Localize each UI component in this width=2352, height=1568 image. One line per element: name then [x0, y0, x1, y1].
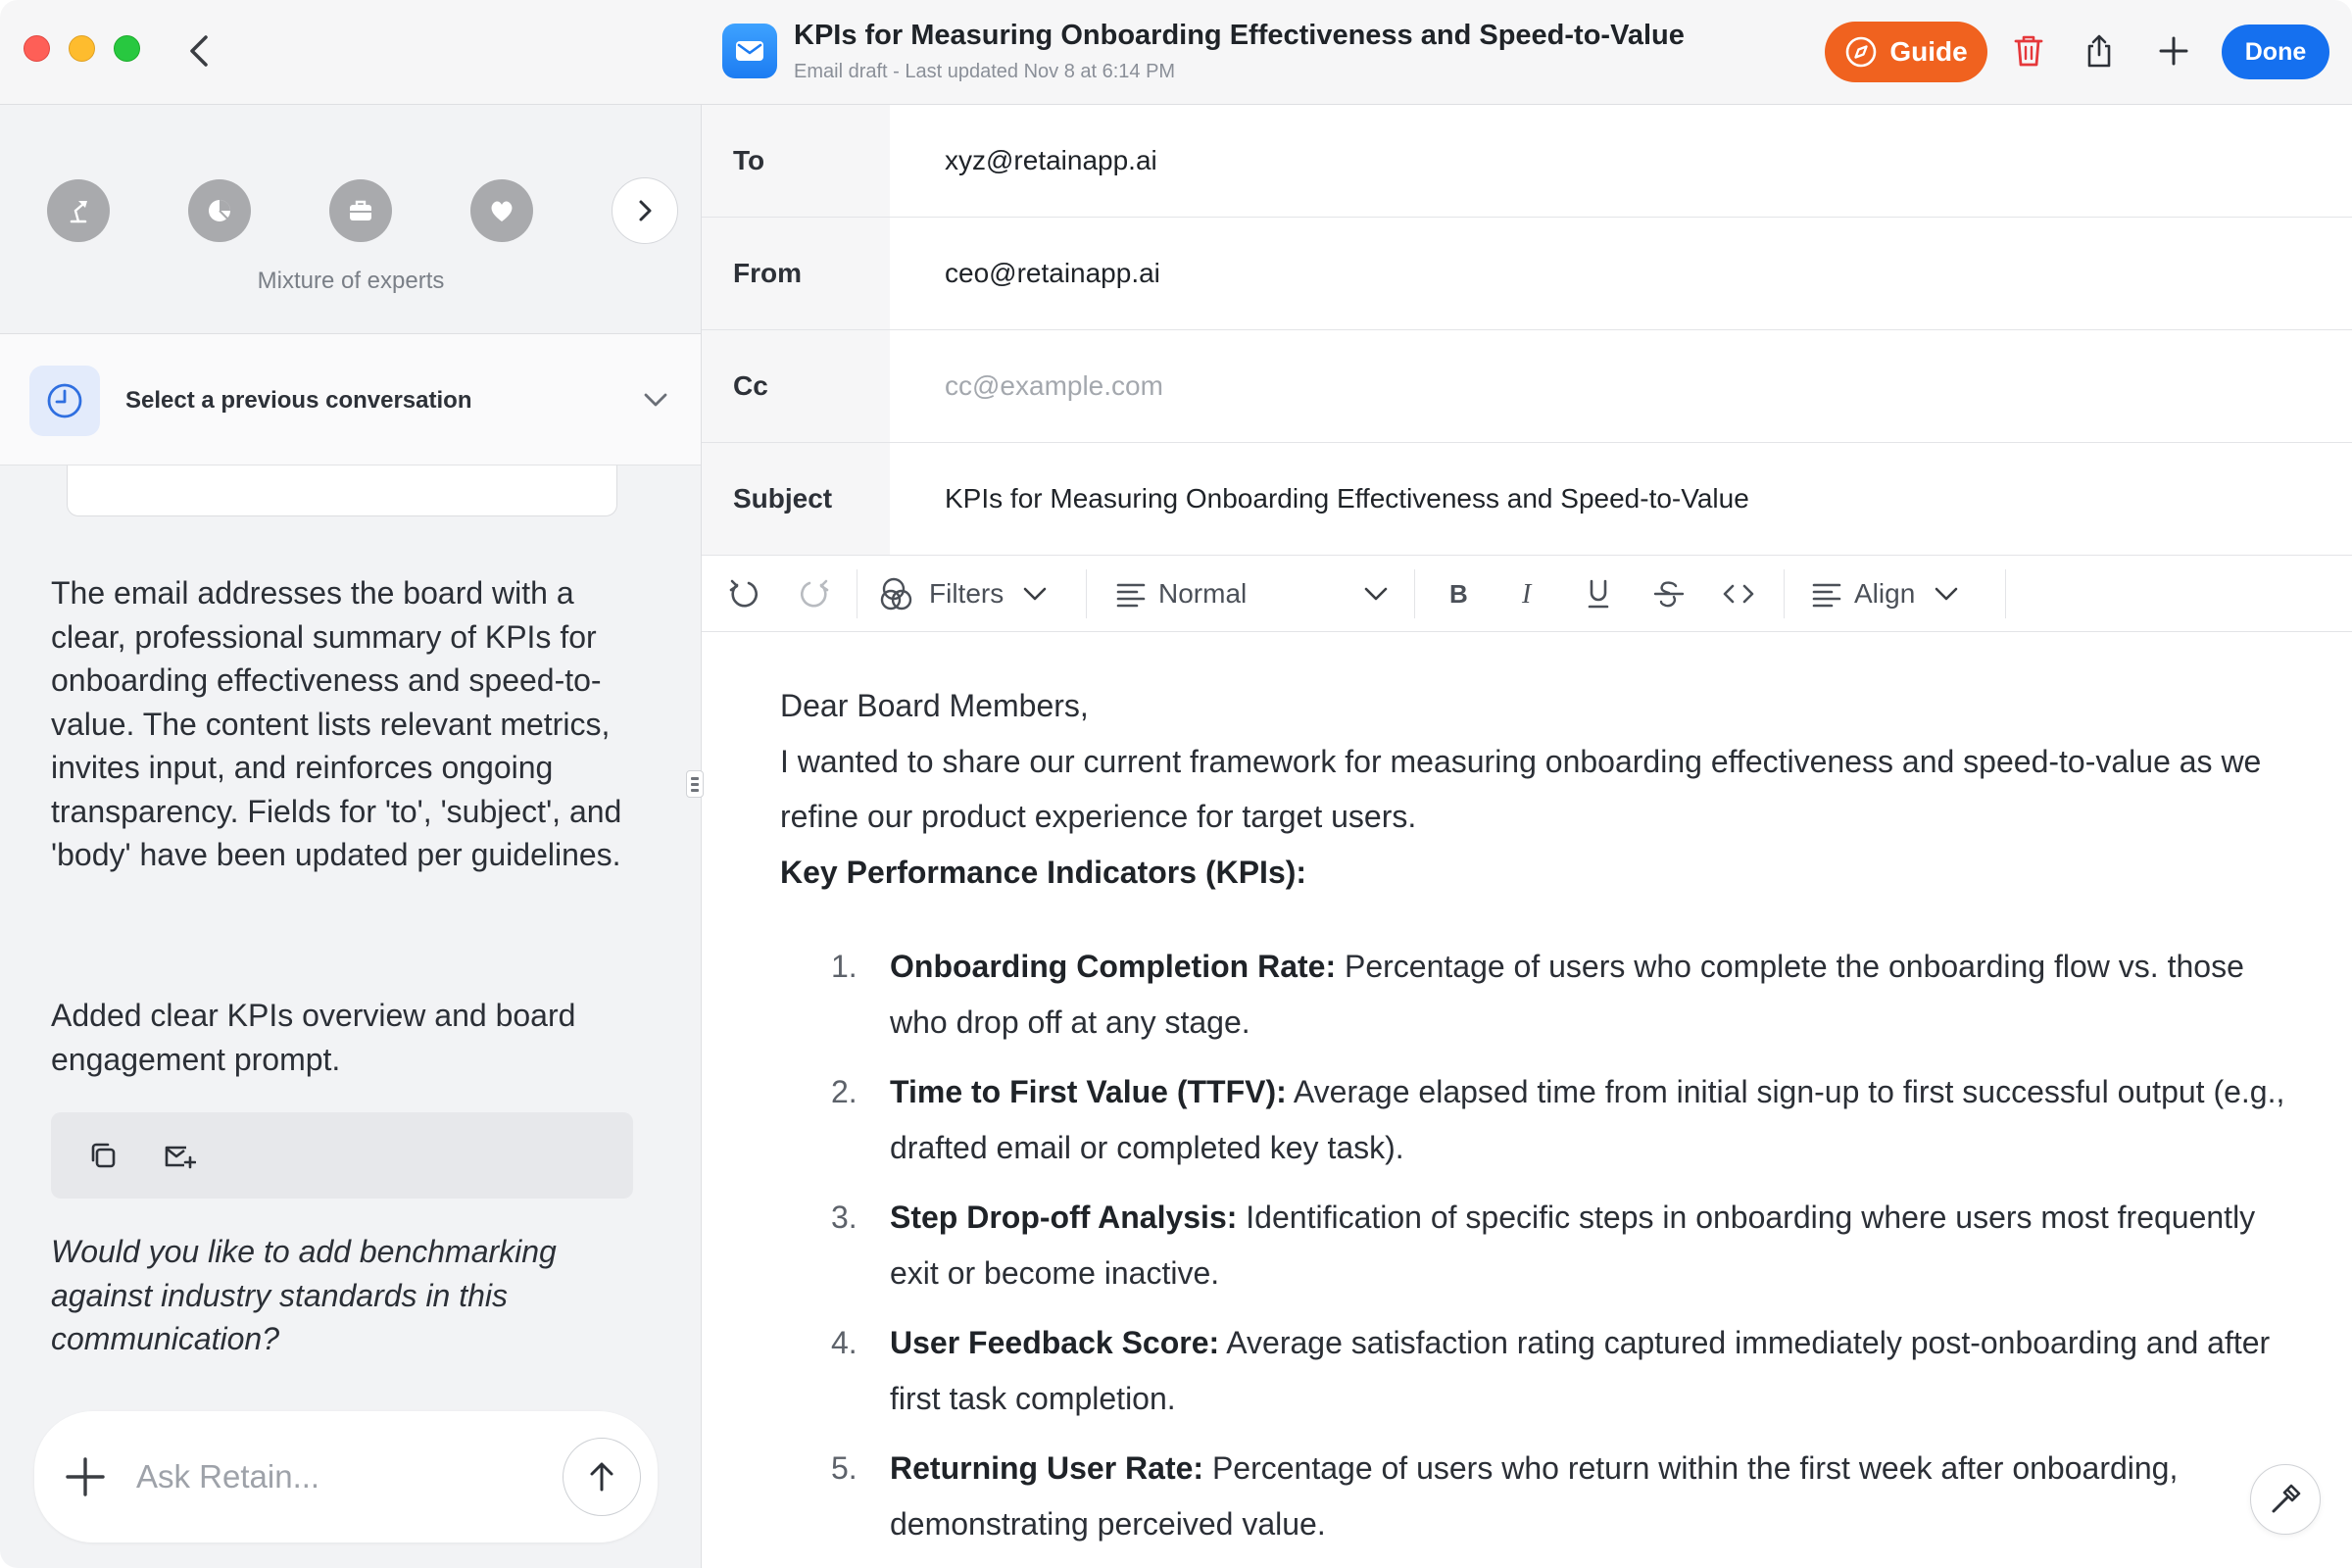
align-dropdown[interactable] [1811, 572, 1960, 615]
cc-row [702, 330, 2352, 443]
kpi-title: User Feedback Score: [890, 1325, 1220, 1360]
trash-icon [2013, 33, 2044, 69]
align-label: Align [1854, 578, 1916, 609]
chevron-down-icon [641, 385, 670, 415]
assistant-message: Added clear KPIs overview and board engagement prompt. [51, 998, 576, 1077]
plus-icon[interactable] [64, 1455, 107, 1498]
minimize-window-button[interactable] [69, 35, 95, 62]
plus-icon [2158, 35, 2189, 67]
kpi-text: Percentage of users who complete the onboarding flow vs. those who drop off at any stage. [890, 949, 2244, 1040]
chevron-left-icon [182, 31, 216, 71]
greeting: Dear Board Members, [780, 688, 1089, 723]
subject-row [702, 443, 2352, 556]
heart-icon [487, 196, 516, 225]
list-item [780, 1064, 2289, 1175]
list-item [780, 939, 2289, 1050]
redo-icon [798, 577, 831, 611]
from-field[interactable] [945, 247, 2317, 300]
kpi-title: Time to First Value (TTFV): [890, 1074, 1287, 1109]
assistant-message: The email addresses the board with a clear, professional summary of KPIs for onboarding effectiveness and speed-to-value. The content lists relevant metrics, invites input, and reinforces ongoing transparency. Fields for 'to', 'subject', and 'body' have been updated per guidelines. [51, 575, 622, 872]
hammer-icon [2268, 1482, 2303, 1517]
email-body[interactable] [780, 678, 2289, 1566]
italic-button[interactable] [1513, 572, 1543, 615]
from-row [702, 218, 2352, 330]
redo-button[interactable] [798, 572, 831, 615]
list-number: 2. [831, 1074, 858, 1109]
experts-label: Mixture of experts [257, 268, 445, 294]
formatting-toolbar [702, 556, 2352, 632]
list-number: 3. [831, 1200, 858, 1235]
toolbar-divider [2005, 569, 2006, 618]
previous-conversation-label: Select a previous conversation [125, 387, 472, 414]
list-item [780, 1190, 2289, 1300]
to-field[interactable] [945, 134, 2317, 187]
ask-box [34, 1411, 658, 1543]
kpi-text: Percentage of users who return within the first week after onboarding, demonstrating perceived value. [890, 1450, 2179, 1542]
share-button[interactable] [2078, 29, 2121, 73]
align-left-icon [1811, 578, 1842, 610]
email-editor [702, 105, 2352, 1568]
sidebar-resize-handle[interactable] [686, 770, 704, 798]
subject-field[interactable] [945, 472, 2317, 525]
paragraph-style-dropdown[interactable] [1115, 572, 1390, 615]
compass-icon [1844, 35, 1878, 69]
expert-wellbeing[interactable] [470, 179, 533, 242]
paragraph-style-label: Normal [1158, 578, 1248, 609]
kpi-title: Onboarding Completion Rate: [890, 949, 1337, 984]
svg-text:B: B [1449, 579, 1468, 609]
to-row [702, 105, 2352, 218]
strikethrough-icon [1652, 578, 1686, 610]
list-item [780, 1441, 2289, 1551]
document-title: KPIs for Measuring Onboarding Effectiveness and Speed-to-Value [794, 20, 1685, 51]
filters-icon [878, 574, 917, 613]
intro-paragraph: I wanted to share our current framework for measuring onboarding effectiveness and speed-to-value as we refine our product experience for target users. [780, 743, 2262, 834]
toolbar-divider [1784, 569, 1785, 618]
copy-icon [87, 1140, 119, 1171]
clock-icon [29, 366, 100, 436]
code-button[interactable] [1721, 572, 1756, 615]
previous-conversation-dropdown[interactable] [0, 334, 702, 466]
back-button[interactable] [182, 31, 216, 71]
filters-label: Filters [929, 578, 1004, 609]
kpi-text: Average elapsed time from initial sign-up to first successful output (e.g., drafted email or completed key task). [890, 1074, 2285, 1165]
undo-icon [727, 577, 760, 611]
cc-label: Cc [702, 330, 890, 442]
bold-button[interactable] [1443, 572, 1472, 615]
mail-icon [722, 24, 777, 78]
zoom-window-button[interactable] [114, 35, 140, 62]
subject-label: Subject [702, 443, 890, 555]
list-number: 1. [831, 949, 858, 984]
list-number: 4. [831, 1325, 858, 1360]
title-bar [0, 0, 2352, 105]
kpi-text: Identification of specific steps in onboarding where users most frequently exit or become inactive. [890, 1200, 2256, 1291]
to-label: To [702, 105, 890, 217]
chevron-down-icon [1933, 580, 1960, 608]
underline-icon [1584, 577, 1613, 611]
mail-plus-icon [163, 1140, 196, 1171]
kpi-text: Average satisfaction rating captured immediately post-onboarding and after first task completion. [890, 1325, 2271, 1416]
pie-chart-icon [205, 196, 234, 225]
experts-panel [0, 105, 702, 334]
list-item [780, 1315, 2289, 1426]
message-actions [51, 1112, 633, 1199]
code-icon [1721, 579, 1756, 609]
guide-button[interactable] [1825, 22, 1987, 82]
share-icon [2084, 33, 2114, 69]
done-button[interactable]: Done [2222, 24, 2329, 79]
experts-next-button[interactable] [612, 177, 678, 244]
tools-button[interactable] [2250, 1464, 2321, 1535]
lamp-icon [64, 196, 93, 225]
expert-analytics[interactable] [188, 179, 251, 242]
send-button[interactable] [563, 1438, 641, 1516]
underline-button[interactable] [1584, 572, 1613, 615]
chevron-down-icon [1021, 580, 1049, 608]
chevron-right-icon [631, 197, 659, 224]
kpi-title: Returning User Rate: [890, 1450, 1204, 1486]
toolbar-divider [1086, 569, 1087, 618]
undo-button[interactable] [727, 572, 760, 615]
italic-icon [1513, 579, 1543, 609]
kpi-title: Step Drop-off Analysis: [890, 1200, 1238, 1235]
kpi-heading: Key Performance Indicators (KPIs): [780, 854, 1307, 890]
briefcase-icon [346, 196, 375, 225]
kpi-list [780, 939, 2289, 1551]
assistant-question: Would you like to add benchmarking against industry standards in this communication? [51, 1234, 557, 1356]
strikethrough-button[interactable] [1652, 572, 1686, 615]
ask-input[interactable] [136, 1450, 567, 1503]
expert-business[interactable] [329, 179, 392, 242]
filters-dropdown[interactable] [878, 572, 1049, 615]
toolbar-divider [857, 569, 858, 618]
svg-text:I: I [1522, 579, 1532, 609]
from-label: From [702, 218, 890, 329]
insert-email-button[interactable] [161, 1137, 198, 1174]
copy-button[interactable] [84, 1137, 122, 1174]
arrow-up-icon [584, 1459, 619, 1494]
assistant-sidebar [0, 105, 702, 1568]
cc-field[interactable] [945, 360, 2317, 413]
bold-icon [1443, 579, 1472, 609]
delete-button[interactable] [2007, 29, 2050, 73]
text-lines-icon [1115, 578, 1147, 610]
new-draft-button[interactable] [2152, 29, 2195, 73]
close-window-button[interactable] [24, 35, 50, 62]
chevron-down-icon [1362, 580, 1390, 608]
list-number: 5. [831, 1450, 858, 1486]
document-subtitle: Email draft - Last updated Nov 8 at 6:14 PM [794, 61, 1176, 82]
expert-lamp[interactable] [47, 179, 110, 242]
guide-button-label: Guide [1889, 36, 1968, 67]
toolbar-divider [1414, 569, 1415, 618]
